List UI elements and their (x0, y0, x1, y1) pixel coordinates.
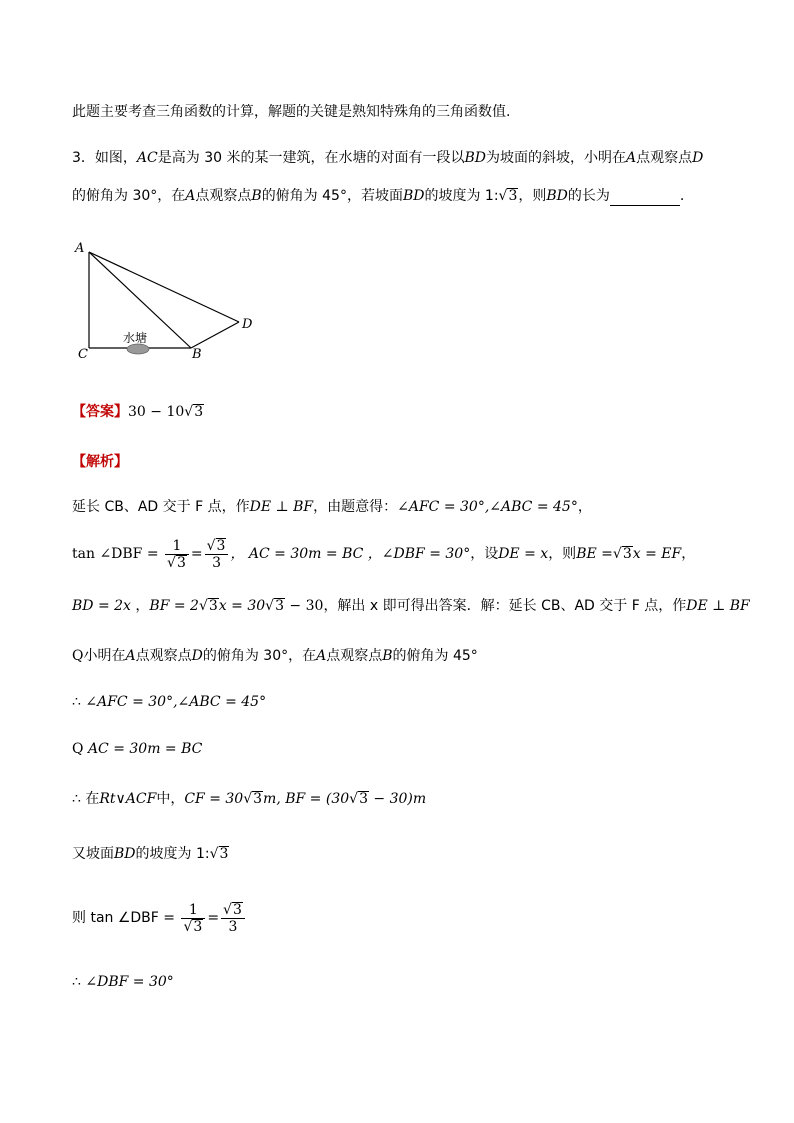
segment-bd (191, 322, 239, 348)
intro-text: 此题主要考查三角函数的计算，解题的关键是熟知特殊角的三角函数值. (72, 104, 511, 120)
analysis-line-10: ∴ ∠DBF = 30° (72, 974, 174, 990)
answer-blank (610, 191, 680, 206)
label-c: C (78, 347, 88, 362)
fraction: $\frac{1}{√3}$ (181, 902, 205, 935)
problem-line-1: 3．如图，AC是高为 30 米的某一建筑，在水塘的对面有一段以BD为坡面的斜坡，小明在A点观察点D (72, 150, 704, 166)
analysis-line-6: Q AC = 30m = BC (72, 741, 203, 757)
fraction: $\frac{1}{√3}$ (165, 538, 189, 571)
pond-ellipse (127, 344, 149, 354)
answer-tag: 【答案】 (72, 404, 128, 420)
label-b: B (192, 347, 202, 362)
analysis-line-2: tan ∠DBF = $\frac{1}{√3}$ = $\frac{√3}{3}$ ， AC = 30m = BC ，∠DBF = 30°，设DE = x，则BE =√3x = EF， (72, 537, 696, 571)
analysis-line-5: ∴ ∠AFC = 30°,∠ABC = 45° (72, 694, 267, 710)
analysis-line-4: Q小明在A点观察点D的俯角为 30°，在A点观察点B的俯角为 45° (72, 648, 478, 664)
fraction: $\frac{√3}{3}$ (221, 902, 245, 935)
answer-line: 【答案】30 − 10√3 (72, 404, 204, 420)
label-d: D (242, 317, 253, 332)
analysis-line-8: 又坡面BD的坡度为 1:√3 (72, 846, 229, 862)
analysis-line-3: BD = 2x ，BF = 2√3x = 30√3 − 30，解出 x 即可得出答案．解：延长 CB、AD 交于 F 点，作DE ⊥ BF (72, 598, 750, 614)
analysis-tag: 【解析】 (72, 454, 128, 470)
analysis-line-1: 延长 CB、AD 交于 F 点，作DE ⊥ BF，由题意得：∠AFC = 30°,∠ABC = 45°， (72, 499, 592, 515)
pond-label: 水塘 (123, 331, 148, 345)
fraction: $\frac{√3}{3}$ (205, 538, 229, 571)
analysis-line-9: 则 tan ∠DBF = $\frac{1}{√3}$ = $\frac{√3}{3}$ (72, 896, 247, 940)
segment-ad (89, 252, 239, 322)
geometry-figure (70, 236, 270, 366)
problem-number: 3． (72, 150, 95, 166)
problem-line-2: 的俯角为 30°，在A点观察点B的俯角为 45°，若坡面BD的坡度为 1:√3，则BD的长为 . (72, 188, 685, 204)
analysis-line-7: ∴ 在Rt∨ACF中，CF = 30√3m, BF = (30√3 − 30)m (72, 791, 427, 807)
label-a: A (75, 241, 85, 256)
